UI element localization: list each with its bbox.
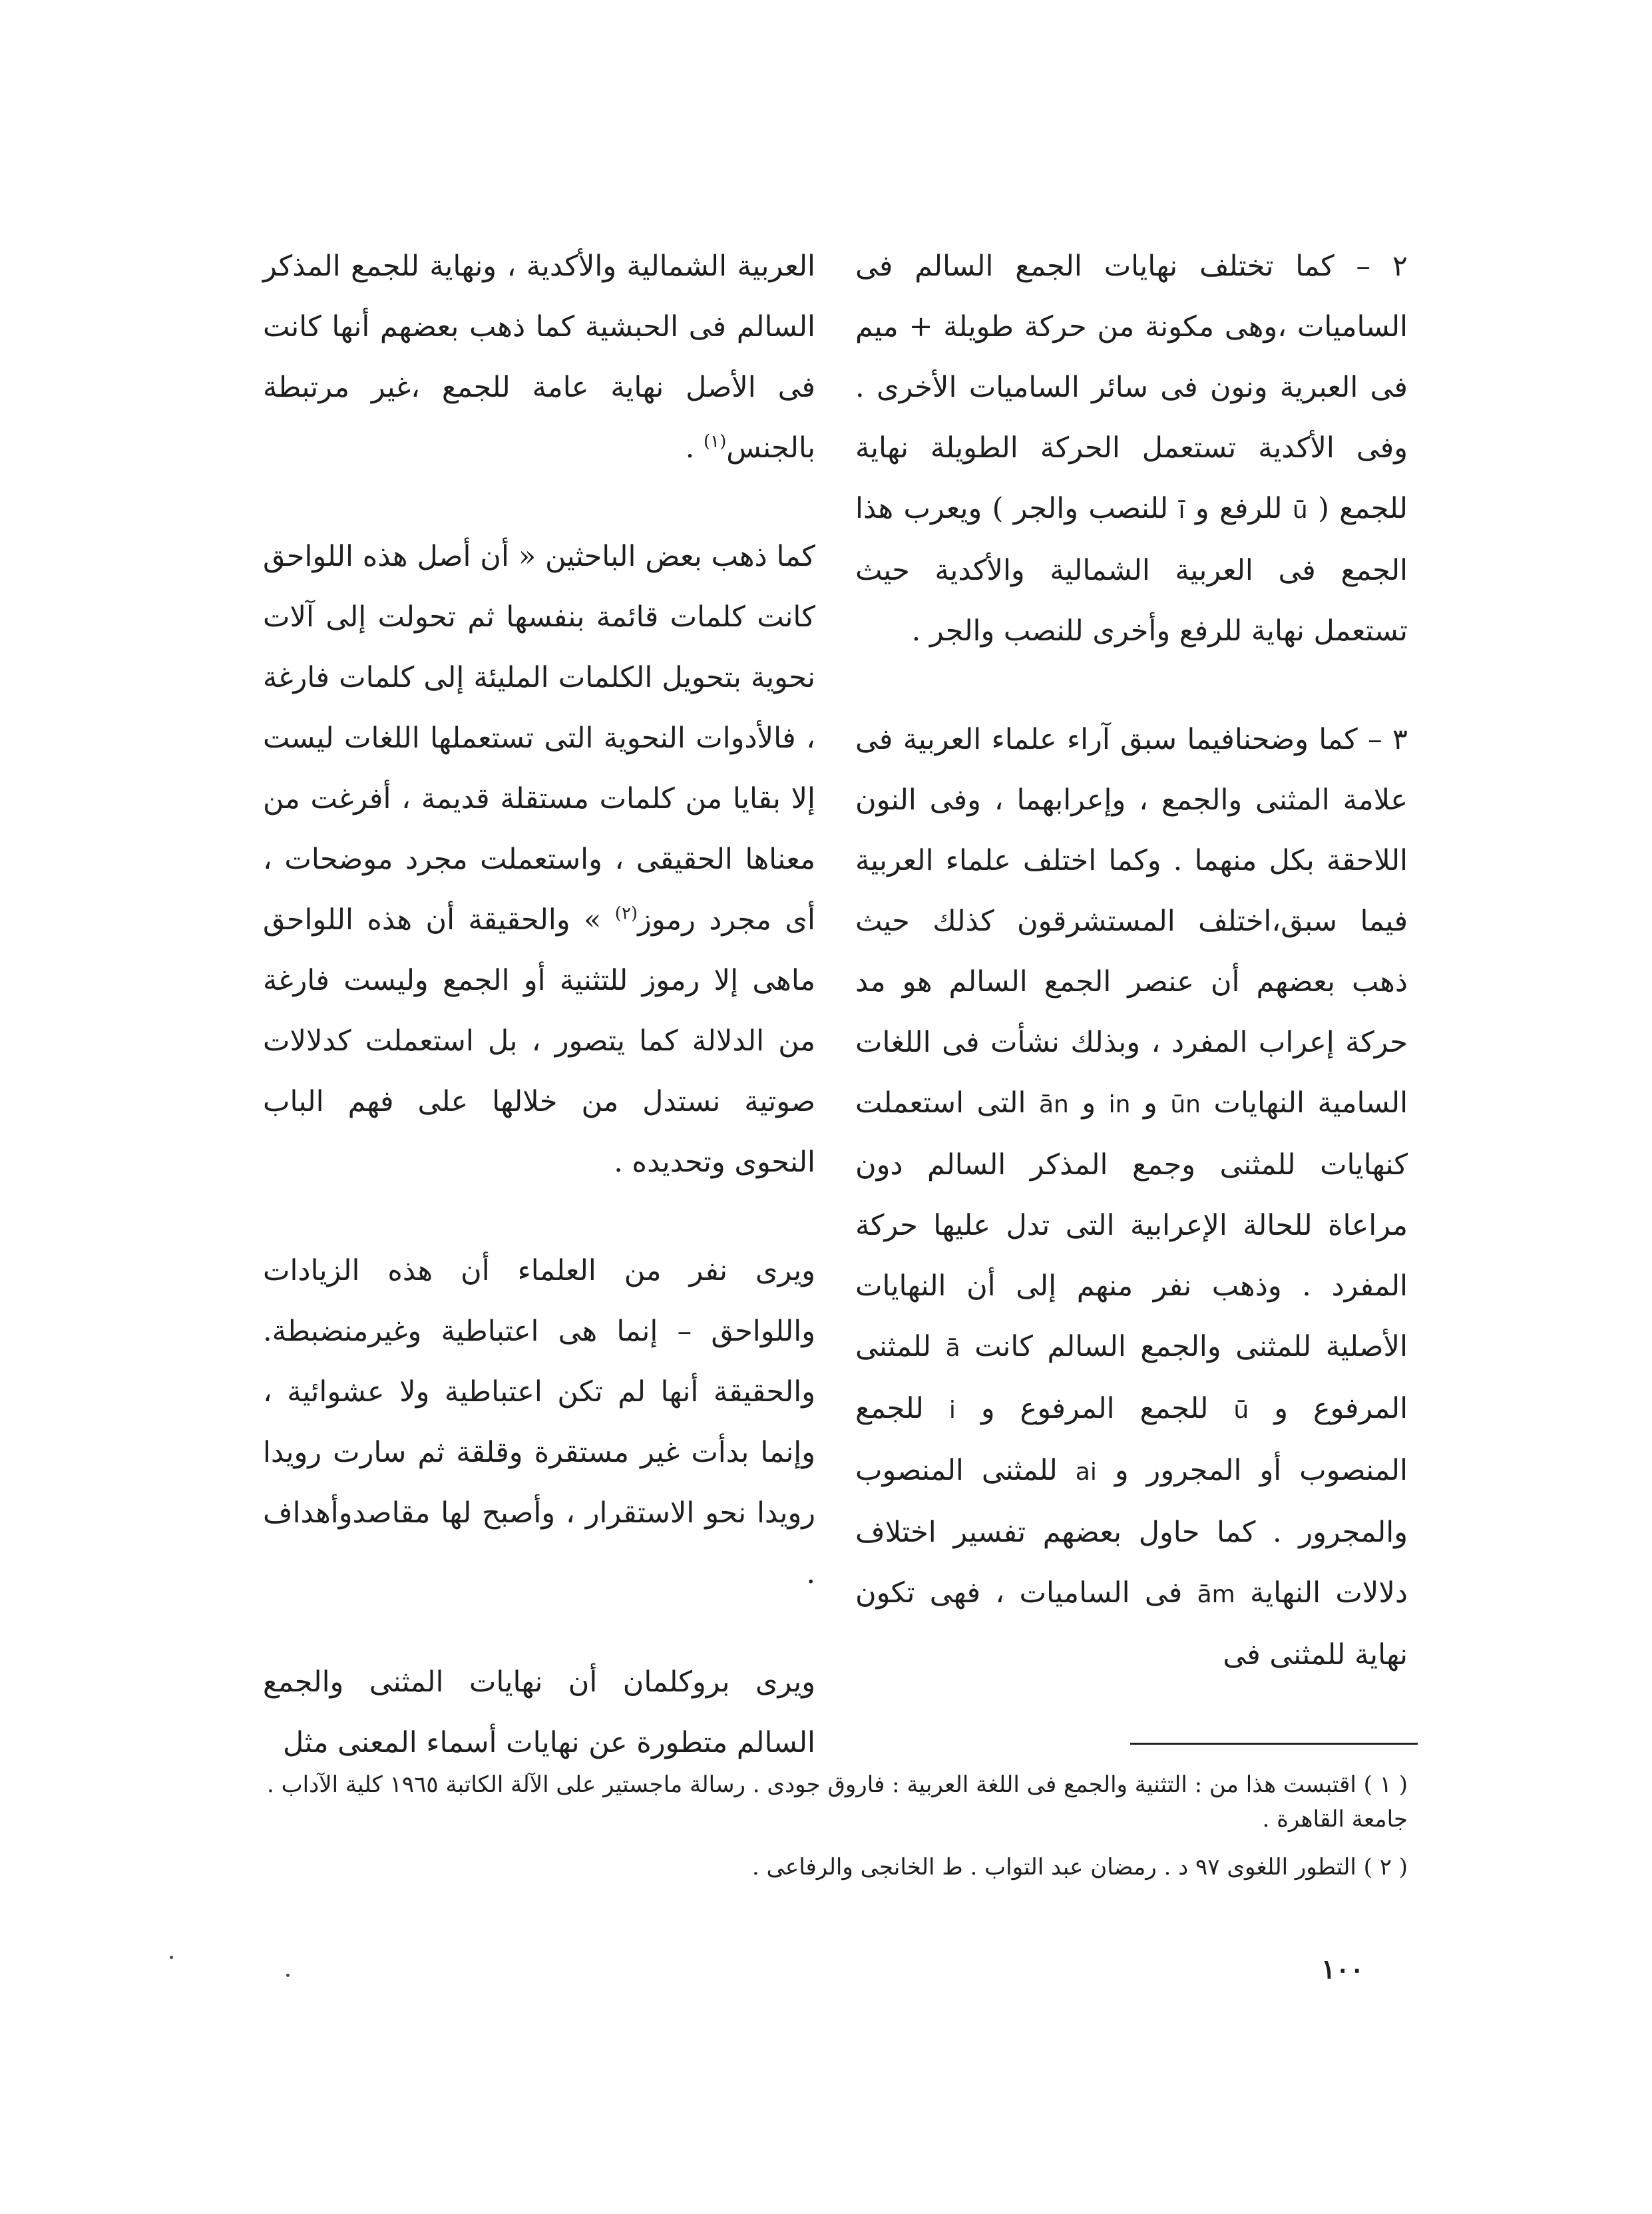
footnote-ref-2[interactable]: (٢) xyxy=(614,903,638,924)
footnote-ref-1[interactable]: (١) xyxy=(703,431,727,452)
latin-term: ūn xyxy=(1170,1091,1201,1118)
footnote-divider xyxy=(1130,1743,1418,1745)
latin-term: ai xyxy=(1075,1458,1097,1486)
paragraph-arbitrary: ويرى نفر من العلماء أن هذه الزيادات واللواحق – إنما هى اعتباطية وغيرمنضبطة. والحقيقة أنها لم تكن اعتباطية ولا عشوائية ، وإنما بدأت غير مستقرة وقلقة ثم سارت رويدا رويدا نحو الاستقرار ، وأصبح لها مقاصدوأهداف . xyxy=(263,1254,815,1590)
footnote-1: ( ١ ) اقتبست هذا من : التثنية والجمع فى اللغة العربية : فاروق جودى . رسالة ماجستير على الآلة الكاتبة ١٩٦٥ كلية الآداب . جامعة القاهرة . xyxy=(267,1771,1408,1833)
latin-term: ī xyxy=(1178,497,1185,524)
paragraph-2: ٢ – كما تختلف نهايات الجمع السالم فى الساميات ،وهى مكونة من حركة طويلة + ميم فى العبرية ونون فى سائر الساميات الأخرى . وفى الأكدية تستعمل الحركة الطويلة نهاية للجمع ( ū للرفع و ī للنصب والجر ) ويعرب هذا الجمع فى العربية الشمالية والأكدية حيث تستعمل نهاية للرفع وأخرى للنصب والجر . xyxy=(855,250,1408,648)
footnote-2: ( ٢ ) التطور اللغوى ٩٧ د . رمضان عبد التواب . ط الخانجى والرفاعى . xyxy=(751,1854,1408,1881)
scan-speck xyxy=(286,1974,290,1977)
latin-term: i xyxy=(948,1397,956,1424)
left-column xyxy=(263,236,815,1821)
page-number: ١٠٠ xyxy=(1321,1954,1364,1985)
paragraph-researchers: كما ذهب بعض الباحثين « أن أصل هذه اللواحق كانت كلمات قائمة بنفسها ثم تحولت إلى آلات نحوية بتحويل الكلمات المليئة إلى كلمات فارغة ، فالأدوات النحوية التى تستعملها اللغات ليست إلا بقايا من كلمات مستقلة قديمة ، أفرغت من معناها الحقيقى ، واستعملت مجرد موضحات ، أى مجرد رموز$^{(٢)}$ » والحقيقة أن هذه اللواحق ماهى إلا رموز للتثنية أو الجمع وليست فارغة من الدلالة كما يتصور ، بل استعملت كدلالات صوتية نستدل من خلالها على فهم الباب النحوى وتحديده . xyxy=(263,540,815,1179)
paragraph-brockelmann: ويرى بروكلمان أن نهايات المثنى والجمع السالم متطورة عن نهايات أسماء المعنى مثل xyxy=(263,1665,815,1759)
paragraph-continuation: العربية الشمالية والأكدية ، ونهاية للجمع المذكر السالم فى الحبشية كما ذهب بعضهم أنها كانت فى الأصل نهاية عامة للجمع ،غير مرتبطة بالجنس$^{(١)}$ . xyxy=(263,250,815,465)
latin-term: ū xyxy=(1292,497,1308,524)
latin-term: ū xyxy=(1233,1397,1249,1424)
paragraph-3: ٣ – كما وضحنافيما سبق آراء علماء العربية فى علامة المثنى والجمع ، وإعرابهما ، وفى النون اللاحقة بكل منهما . وكما اختلف علماء العربية فيما سبق،اختلف المستشرقون كذلك حيث ذهب بعضهم أن عنصر الجمع السالم هو مد حركة إعراب المفرد ، وبذلك نشأت فى اللغات السامية النهايات ūn و in و ān التى استعملت كنهايات للمثنى وجمع المذكر السالم دون مراعاة للحالة الإعرابية التى تدل عليها حركة المفرد . وذهب نفر منهم إلى أن النهايات الأصلية للمثنى والجمع السالم كانت ā للمثنى المرفوع و ū للجمع المرفوع و i للجمع المنصوب أو المجرور و ai للمثنى المنصوب والمجرور . كما حاول بعضهم تفسير اختلاف دلالات النهاية ām فى الساميات ، فهى تكون نهاية للمثنى فى xyxy=(855,723,1408,1671)
latin-term: ā xyxy=(945,1335,960,1362)
footnotes xyxy=(266,1767,1408,1898)
scan-speck xyxy=(170,1956,173,1959)
right-column xyxy=(855,236,1408,1733)
latin-term: in xyxy=(1108,1091,1131,1118)
latin-term: ān xyxy=(1038,1091,1069,1118)
latin-term: ām xyxy=(1197,1581,1235,1608)
